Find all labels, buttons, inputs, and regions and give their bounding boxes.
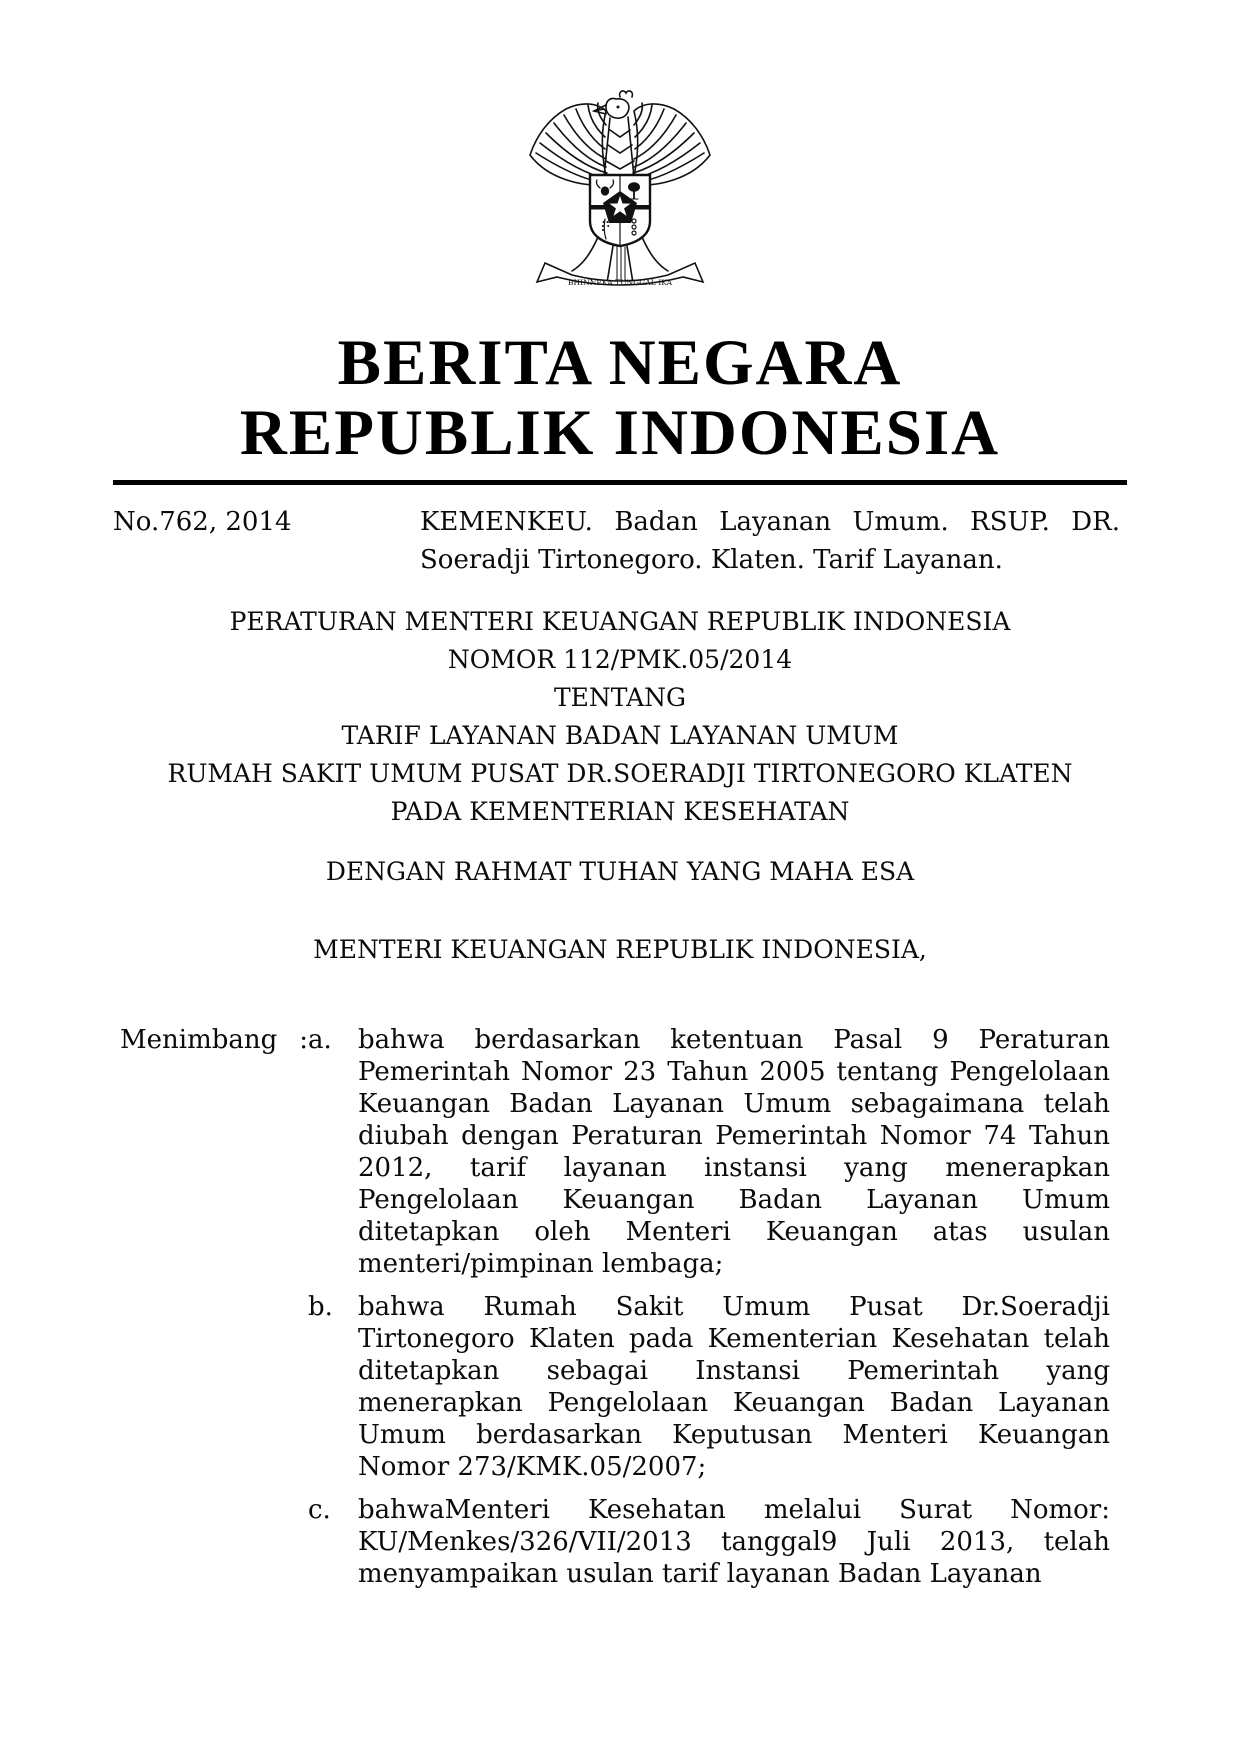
- garuda-pancasila-emblem: [520, 85, 720, 300]
- regulation-title-block: [0, 603, 1240, 831]
- text-line: TARIF LAYANAN BADAN LAYANAN UMUM: [341, 721, 899, 750]
- text-line: Soeradji Tirtonegoro. Klaten. Tarif Layanan.: [420, 545, 1003, 575]
- text-line: Nomor 273/KMK.05/2007;: [358, 1452, 707, 1482]
- consideration-item-b: [120, 1291, 1110, 1483]
- ribbon-motto-text: BHINNEKA TUNGGAL IKA: [568, 278, 672, 287]
- emblem-container: [0, 0, 1240, 304]
- text-line: bahwaMenteri Kesehatan melalui Surat Nomor:: [358, 1495, 1110, 1525]
- masthead-line-2: REPUBLIK INDONESIA: [239, 397, 1001, 469]
- ribbon-banner: [537, 263, 703, 287]
- consideration-item-c: [120, 1494, 1110, 1590]
- masthead-line-1: BERITA NEGARA: [337, 327, 903, 399]
- text-line: ditetapkan sebagai Instansi Pemerintah yang: [358, 1356, 1110, 1386]
- text-line: menerapkan Pengelolaan Keuangan Badan Layanan: [358, 1388, 1110, 1418]
- item-paragraph: [358, 1291, 1110, 1483]
- text-line: RUMAH SAKIT UMUM PUSAT DR.SOERADJI TIRTONEGORO KLATEN: [167, 759, 1073, 788]
- menimbang-section: [0, 1024, 1240, 1590]
- issuer-line: MENTERI KEUANGAN REPUBLIK INDONESIA,: [313, 935, 927, 964]
- item-marker: b.: [308, 1292, 333, 1322]
- gazette-header-row: [0, 503, 1240, 579]
- text-line: Pemerintah Nomor 23 Tahun 2005 tentang Pengelolaan: [358, 1057, 1110, 1087]
- subject-block: [420, 503, 1120, 579]
- text-line: 2012, tarif layanan instansi yang menerapkan: [358, 1153, 1110, 1183]
- text-line: KEMENKEU. Badan Layanan Umum. RSUP. DR.: [420, 507, 1120, 537]
- text-line: KU/Menkes/326/VII/2013 tanggal9 Juli 2013, telah: [358, 1527, 1110, 1557]
- item-marker: c.: [308, 1495, 331, 1525]
- text-line: ditetapkan oleh Menteri Keuangan atas usulan: [358, 1217, 1110, 1247]
- menimbang-colon: :: [299, 1025, 308, 1055]
- pancasila-shield: [590, 175, 650, 246]
- right-wing-icon: [632, 103, 710, 185]
- text-line: bahwa Rumah Sakit Umum Pusat Dr.Soeradji: [358, 1292, 1110, 1322]
- text-line: PADA KEMENTERIAN KESEHATAN: [390, 797, 850, 826]
- item-marker: a.: [308, 1025, 332, 1055]
- text-line: Tirtonegoro Klaten pada Kementerian Kesehatan telah: [358, 1324, 1110, 1354]
- divider-rule: [113, 480, 1127, 485]
- menimbang-label: Menimbang: [120, 1025, 278, 1055]
- invocation-line: DENGAN RAHMAT TUHAN YANG MAHA ESA: [325, 857, 915, 886]
- text-line: Umum berdasarkan Keputusan Menteri Keuangan: [358, 1420, 1110, 1450]
- text-line: TENTANG: [553, 683, 686, 712]
- item-paragraph: [358, 1494, 1110, 1590]
- consideration-item-a: [120, 1024, 1110, 1280]
- left-wing-icon: [530, 103, 608, 185]
- menimbang-label-col: [120, 1024, 308, 1056]
- text-line: bahwa berdasarkan ketentuan Pasal 9 Peraturan: [358, 1025, 1110, 1055]
- text-line: Pengelolaan Keuangan Badan Layanan Umum: [358, 1185, 1110, 1215]
- text-line: menteri/pimpinan lembaga;: [358, 1249, 724, 1279]
- masthead-title: [0, 328, 1240, 468]
- text-line: Keuangan Badan Layanan Umum sebagaimana telah: [358, 1089, 1110, 1119]
- text-line: diubah dengan Peraturan Pemerintah Nomor 74 Tahun: [358, 1121, 1110, 1151]
- text-line: NOMOR 112/PMK.05/2014: [447, 645, 793, 674]
- edition-number: No.762, 2014: [113, 507, 292, 537]
- text-line: menyampaikan usulan tarif layanan Badan Layanan: [358, 1559, 1042, 1589]
- text-line: PERATURAN MENTERI KEUANGAN REPUBLIK INDONESIA: [229, 607, 1011, 636]
- item-paragraph: [358, 1024, 1110, 1280]
